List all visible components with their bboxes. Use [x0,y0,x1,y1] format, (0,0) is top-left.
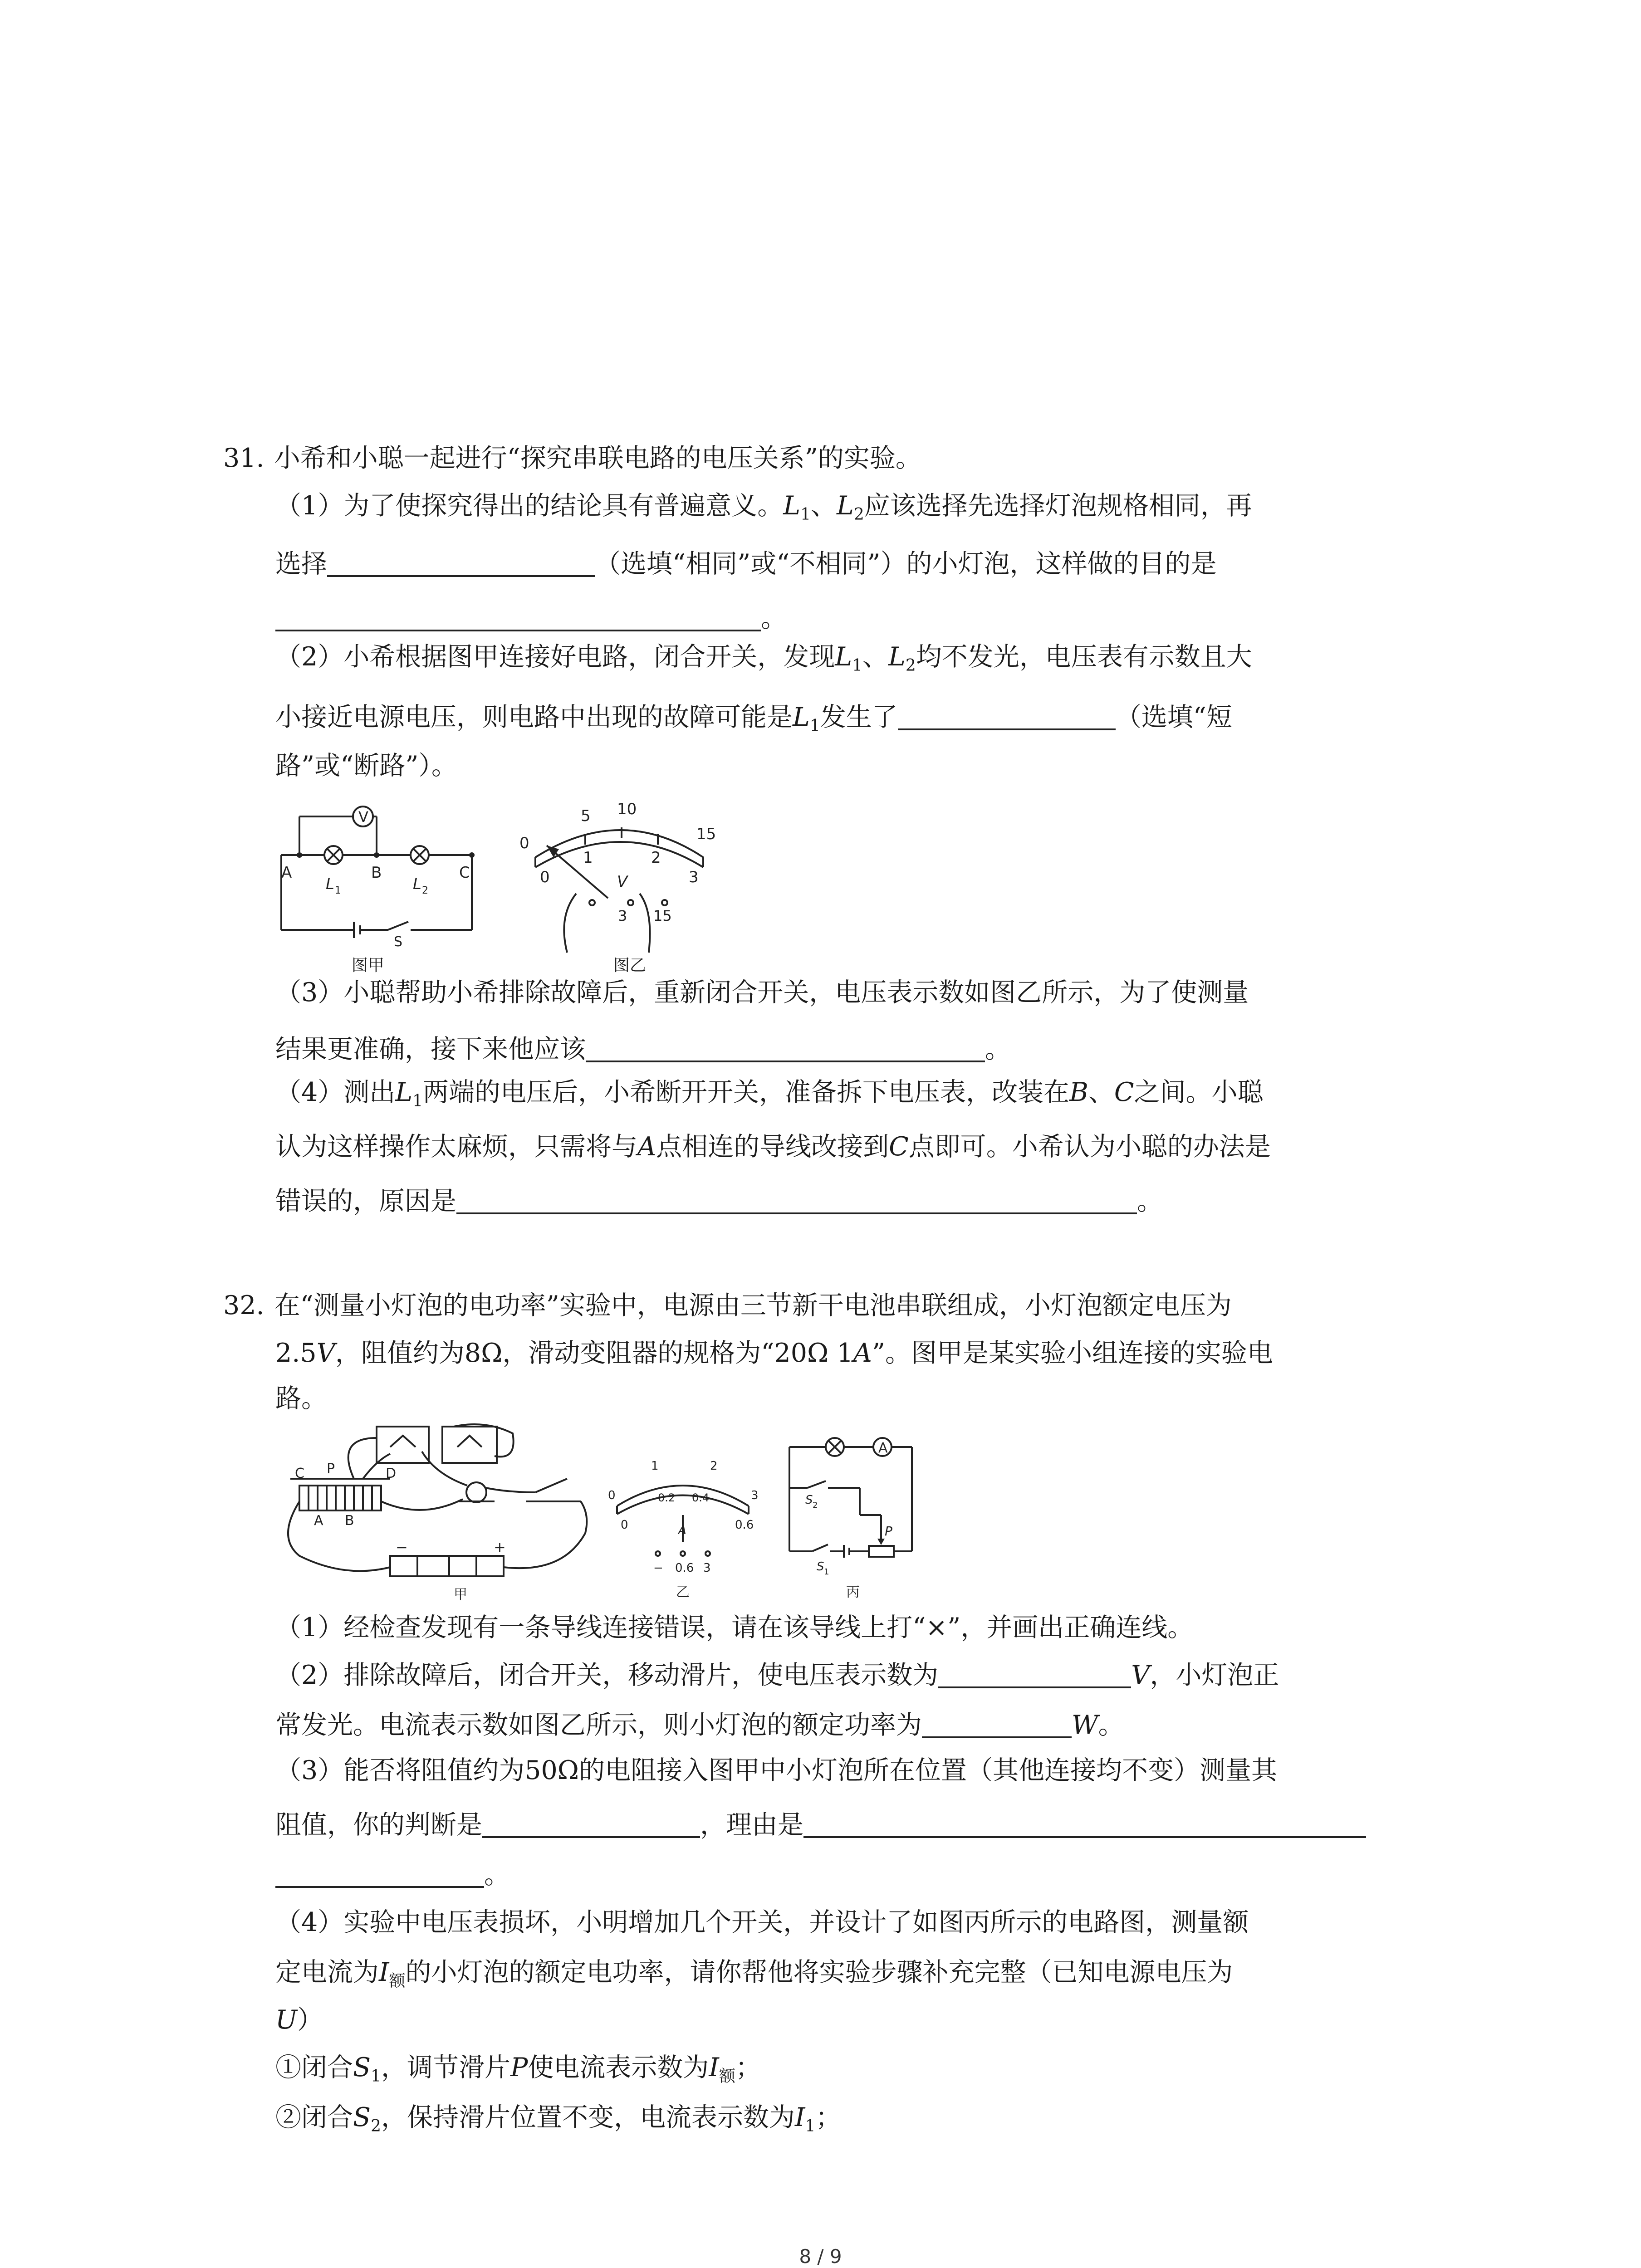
svg-text:1: 1 [335,885,341,896]
rheostat-icon [299,1486,381,1510]
switch-icon [535,1479,567,1492]
q31-p2-line3: 路”或“断路”）。 [275,751,457,781]
svg-text:P: P [327,1461,335,1477]
q32-p3-line3: 。 [275,1860,510,1888]
svg-text:A: A [878,1440,888,1456]
svg-text:B: B [371,864,382,882]
q32-p3-line1: （3）能否将阻值约为50Ω的电阻接入图甲中小灯泡所在位置（其他连接均不变）测量其 [275,1755,1278,1785]
page-number: 8 / 9 [799,2245,842,2268]
svg-text:0.6: 0.6 [735,1518,754,1532]
q32-p4-line1: （4）实验中电压表损坏，小明增加几个开关，并设计了如图丙所示的电路图，测量额 [275,1907,1249,1937]
q32-p3-blank-judgement[interactable] [482,1810,700,1838]
switch-s2-icon [808,1481,826,1488]
q31-p3-blank-next-step[interactable] [586,1034,985,1062]
svg-text:S: S [805,1493,813,1507]
svg-text:2: 2 [651,849,661,867]
svg-text:1: 1 [583,849,593,867]
q31-p1-line3: 。 [275,603,787,631]
svg-text:0.6: 0.6 [675,1561,694,1575]
q32-figure-jia [272,1420,608,1601]
svg-text:10: 10 [617,800,637,818]
svg-text:A: A [281,864,292,882]
q32-stem-line2: 2.5V，阻值约为8Ω，滑动变阻器的规格为“20Ω 1A”。图甲是某实验小组连接的实验电 [275,1338,1273,1368]
svg-text:S: S [817,1560,824,1574]
q31-p3-line2: 结果更准确，接下来他应该 。 [275,1034,1011,1064]
q32-p3-blank-reason[interactable] [803,1810,1366,1838]
q32-step1: ①闭合$S_1$，调节滑片P使电流表示数为$I_额$； [275,2053,761,2086]
fig-caption-jia-32: 甲 [454,1587,467,1601]
svg-text:2: 2 [710,1459,718,1473]
svg-text:0: 0 [519,834,529,852]
q31-p2-blank-fault[interactable] [898,702,1116,730]
svg-text:0: 0 [608,1489,616,1502]
q32-figure-yi [608,1456,762,1601]
q32-p3-blank-reason-cont[interactable] [275,1860,484,1888]
svg-text:3: 3 [751,1489,759,1502]
q31-p2-line2: 小接近电源电压，则电路中出现的故障可能是$L_1$发生了 （选填“短 [275,702,1232,735]
fig-caption-bing: 丙 [846,1584,860,1600]
q31-p4-line1: （4）测出$L_1$两端的电压后，小希断开开关，准备拆下电压表，改装在B、C之间。小聪 [275,1077,1264,1110]
q31-number: 31. [223,443,265,473]
svg-text:0: 0 [540,868,550,886]
svg-text:15: 15 [653,907,672,924]
svg-text:D: D [386,1466,397,1481]
q32-number: 32. [223,1290,265,1320]
q32-p4-line3: U） [275,2005,323,2035]
svg-text:V: V [617,873,628,891]
q32-stem-line3: 路。 [275,1383,327,1413]
switch-s-icon [388,922,408,930]
svg-text:3: 3 [703,1561,711,1575]
q32-figure-bing [780,1424,926,1601]
fig-caption-yi-32: 乙 [676,1584,690,1600]
svg-text:L: L [326,875,334,893]
q31-p1-blank-choice[interactable] [327,549,595,577]
q32-p2-blank-power[interactable] [922,1710,1072,1738]
svg-text:2: 2 [422,885,428,896]
svg-text:3: 3 [689,868,699,886]
q32-p4-line2: 定电流为$I_额$的小灯泡的额定电功率，请你帮他将实验步骤补充完整（已知电源电压为 [275,1957,1233,1990]
svg-text:C: C [295,1466,304,1481]
q31-figure-jia [272,803,485,975]
svg-text:−: − [396,1539,408,1556]
fig-caption-jia: 图甲 [352,956,385,975]
svg-text:A: A [678,1524,686,1537]
lamp-icon [466,1482,486,1502]
q32-p2-line2: 常发光。电流表示数如图乙所示，则小灯泡的额定功率为 W。 [275,1710,1124,1740]
svg-text:P: P [885,1524,892,1539]
q31-p4-line3: 错误的，原因是 。 [275,1186,1163,1216]
svg-text:V: V [358,808,368,826]
fig-caption-yi: 图乙 [613,956,647,975]
q32-p3-line2: 阻值，你的判断是 ，理由是 [275,1810,1366,1838]
svg-text:L: L [413,875,421,893]
svg-text:S: S [394,934,403,950]
svg-text:+: + [494,1539,506,1556]
q31-p4-line2: 认为这样操作太麻烦，只需将与A点相连的导线改接到C点即可。小希认为小聪的办法是 [275,1132,1271,1162]
svg-text:B: B [345,1513,354,1529]
q32-p2-line1: （2）排除故障后，闭合开关，移动滑片，使电压表示数为 V，小灯泡正 [275,1660,1279,1690]
switch-s1-icon [812,1545,828,1551]
svg-text:5: 5 [581,807,591,825]
q31-p1-line2: 选择 （选填“相同”或“不相同”）的小灯泡，这样做的目的是 [275,549,1217,579]
svg-text:0.2: 0.2 [658,1491,676,1504]
q32-step2: ②闭合$S_2$，保持滑片位置不变，电流表示数为$I_1$； [275,2102,842,2136]
q31-p2-line1: （2）小希根据图甲连接好电路，闭合开关，发现$L_1$、$L_2$均不发光，电压表有示数且大 [275,642,1252,675]
q32-stem-line1: 32. 在“测量小灯泡的电功率”实验中，电源由三节新干电池串联组成，小灯泡额定电压为 [223,1290,1232,1320]
svg-text:15: 15 [696,825,716,843]
rheostat-icon [869,1546,894,1557]
svg-text:1: 1 [824,1567,829,1577]
svg-text:1: 1 [651,1459,659,1473]
svg-text:A: A [314,1513,323,1529]
q31-p4-blank-reason[interactable] [456,1186,1137,1214]
q31-figure-yi [517,789,753,975]
svg-text:C: C [459,864,470,882]
q31-stem: 31. 小希和小聪一起进行“探究串联电路的电压关系”的实验。 [223,443,921,473]
svg-text:3: 3 [618,907,627,924]
svg-text:−: − [653,1561,663,1575]
svg-text:2: 2 [813,1501,818,1510]
svg-text:0: 0 [621,1518,628,1532]
q31-p1-blank-purpose[interactable] [275,603,761,631]
q31-p3-line1: （3）小聪帮助小希排除故障后，重新闭合开关，电压表示数如图乙所示，为了使测量 [275,978,1249,1007]
q32-p2-blank-voltage[interactable] [938,1660,1131,1688]
voltmeter-box-icon [442,1427,497,1463]
svg-text:0.4: 0.4 [692,1491,710,1504]
q32-p1-line1: （1）经检查发现有一条导线连接错误，请在该导线上打“×”，并画出正确连线。 [275,1613,1194,1642]
q31-p1-line1: （1）为了使探究得出的结论具有普遍意义。$L_1$、$L_2$应该选择先选择灯泡规格相同，再 [275,491,1252,524]
battery-icon [390,1556,504,1576]
